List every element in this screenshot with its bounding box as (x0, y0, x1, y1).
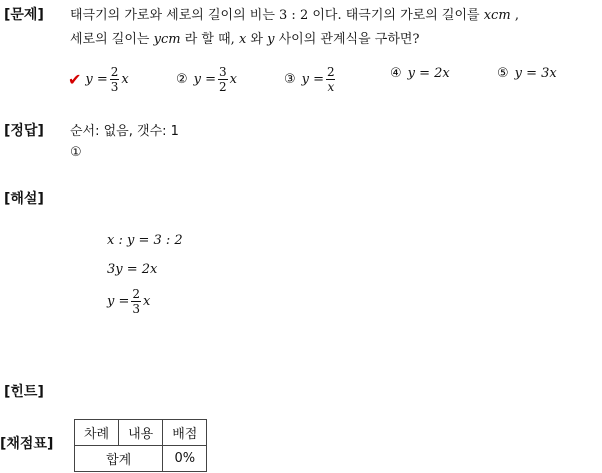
choice-3-num: 2 (327, 65, 335, 79)
choice-1-lhs: y = (85, 72, 108, 87)
scoring-header-points: 배점 (163, 420, 207, 446)
choice-3-fraction (326, 66, 336, 93)
explanation-eq-3-fraction (131, 288, 141, 315)
choice-3-den: x (327, 80, 335, 94)
problem-line-2 (70, 28, 419, 47)
scoring-table (74, 419, 207, 472)
explanation-eq-3-num: 2 (132, 287, 141, 301)
choice-5[interactable] (497, 66, 557, 81)
choice-1-num: 2 (110, 65, 119, 79)
explanation-eq-3-lhs: y = (107, 294, 130, 309)
problem-text-2a: 세로의 길이는 (70, 32, 150, 47)
choice-2-lhs: y = (193, 72, 217, 87)
choice-1-den: 3 (110, 80, 119, 94)
problem-label: [문제] (4, 7, 44, 23)
explanation-eq-3-den: 3 (132, 302, 141, 316)
choice-2[interactable] (176, 66, 237, 93)
choice-5-mark: ⑤ (497, 66, 509, 81)
scoring-total-value: 0% (163, 446, 207, 472)
explanation-eq-1: x : y = 3 : 2 (107, 233, 183, 248)
problem-var-y: y (267, 32, 275, 47)
problem-text-1a: 태극기의 가로와 세로의 길이의 비는 3 : 2 이다. 태극기의 가로의 길이를 (70, 8, 480, 23)
choice-3[interactable] (284, 66, 338, 93)
problem-var-ycm: ycm (153, 32, 181, 47)
choice-3-mark: ③ (284, 72, 296, 87)
answer-line-1: 순서: 없음, 갯수: 1 (70, 124, 179, 139)
problem-text-1b: , (514, 8, 519, 23)
problem-text-2d: 사이의 관계식을 구하면? (278, 32, 420, 47)
choice-2-rhs: x (229, 72, 238, 87)
problem-text-2b: 라 할 때, (184, 32, 235, 47)
choice-4-expr: y = 2x (407, 66, 450, 81)
choice-1-fraction (110, 66, 120, 93)
scoring-header-content: 내용 (119, 420, 163, 446)
choice-2-den: 2 (219, 80, 227, 94)
choice-1[interactable] (68, 66, 129, 93)
choice-4-mark: ④ (390, 66, 402, 81)
explanation-eq-2: 3y = 2x (107, 262, 158, 277)
scoring-label: [채점표] (0, 436, 54, 452)
scoring-header-row (75, 420, 207, 446)
problem-text-2c: 와 (250, 32, 263, 47)
choice-1-rhs: x (121, 72, 129, 87)
problem-var-x: x (238, 32, 247, 47)
explanation-label: [해설] (4, 191, 44, 207)
choice-3-lhs: y = (301, 72, 325, 87)
answer-line-2: ① (70, 145, 82, 160)
scoring-header-order: 차례 (75, 420, 119, 446)
answer-label: [정답] (4, 123, 44, 139)
check-icon: ✔ (68, 70, 82, 89)
explanation-eq-3-rhs: x (143, 294, 151, 309)
explanation-eq-3 (107, 288, 150, 315)
choice-2-mark: ② (176, 72, 188, 87)
choice-2-fraction (218, 66, 228, 93)
choice-5-expr: y = 3x (514, 66, 557, 81)
problem-var-xcm: xcm (483, 8, 511, 23)
hint-label: [힌트] (4, 384, 44, 400)
scoring-total-row (75, 446, 207, 472)
problem-line-1 (70, 4, 519, 23)
choice-4[interactable] (390, 66, 450, 81)
choice-2-num: 3 (219, 65, 227, 79)
scoring-total-label: 합계 (75, 446, 163, 472)
